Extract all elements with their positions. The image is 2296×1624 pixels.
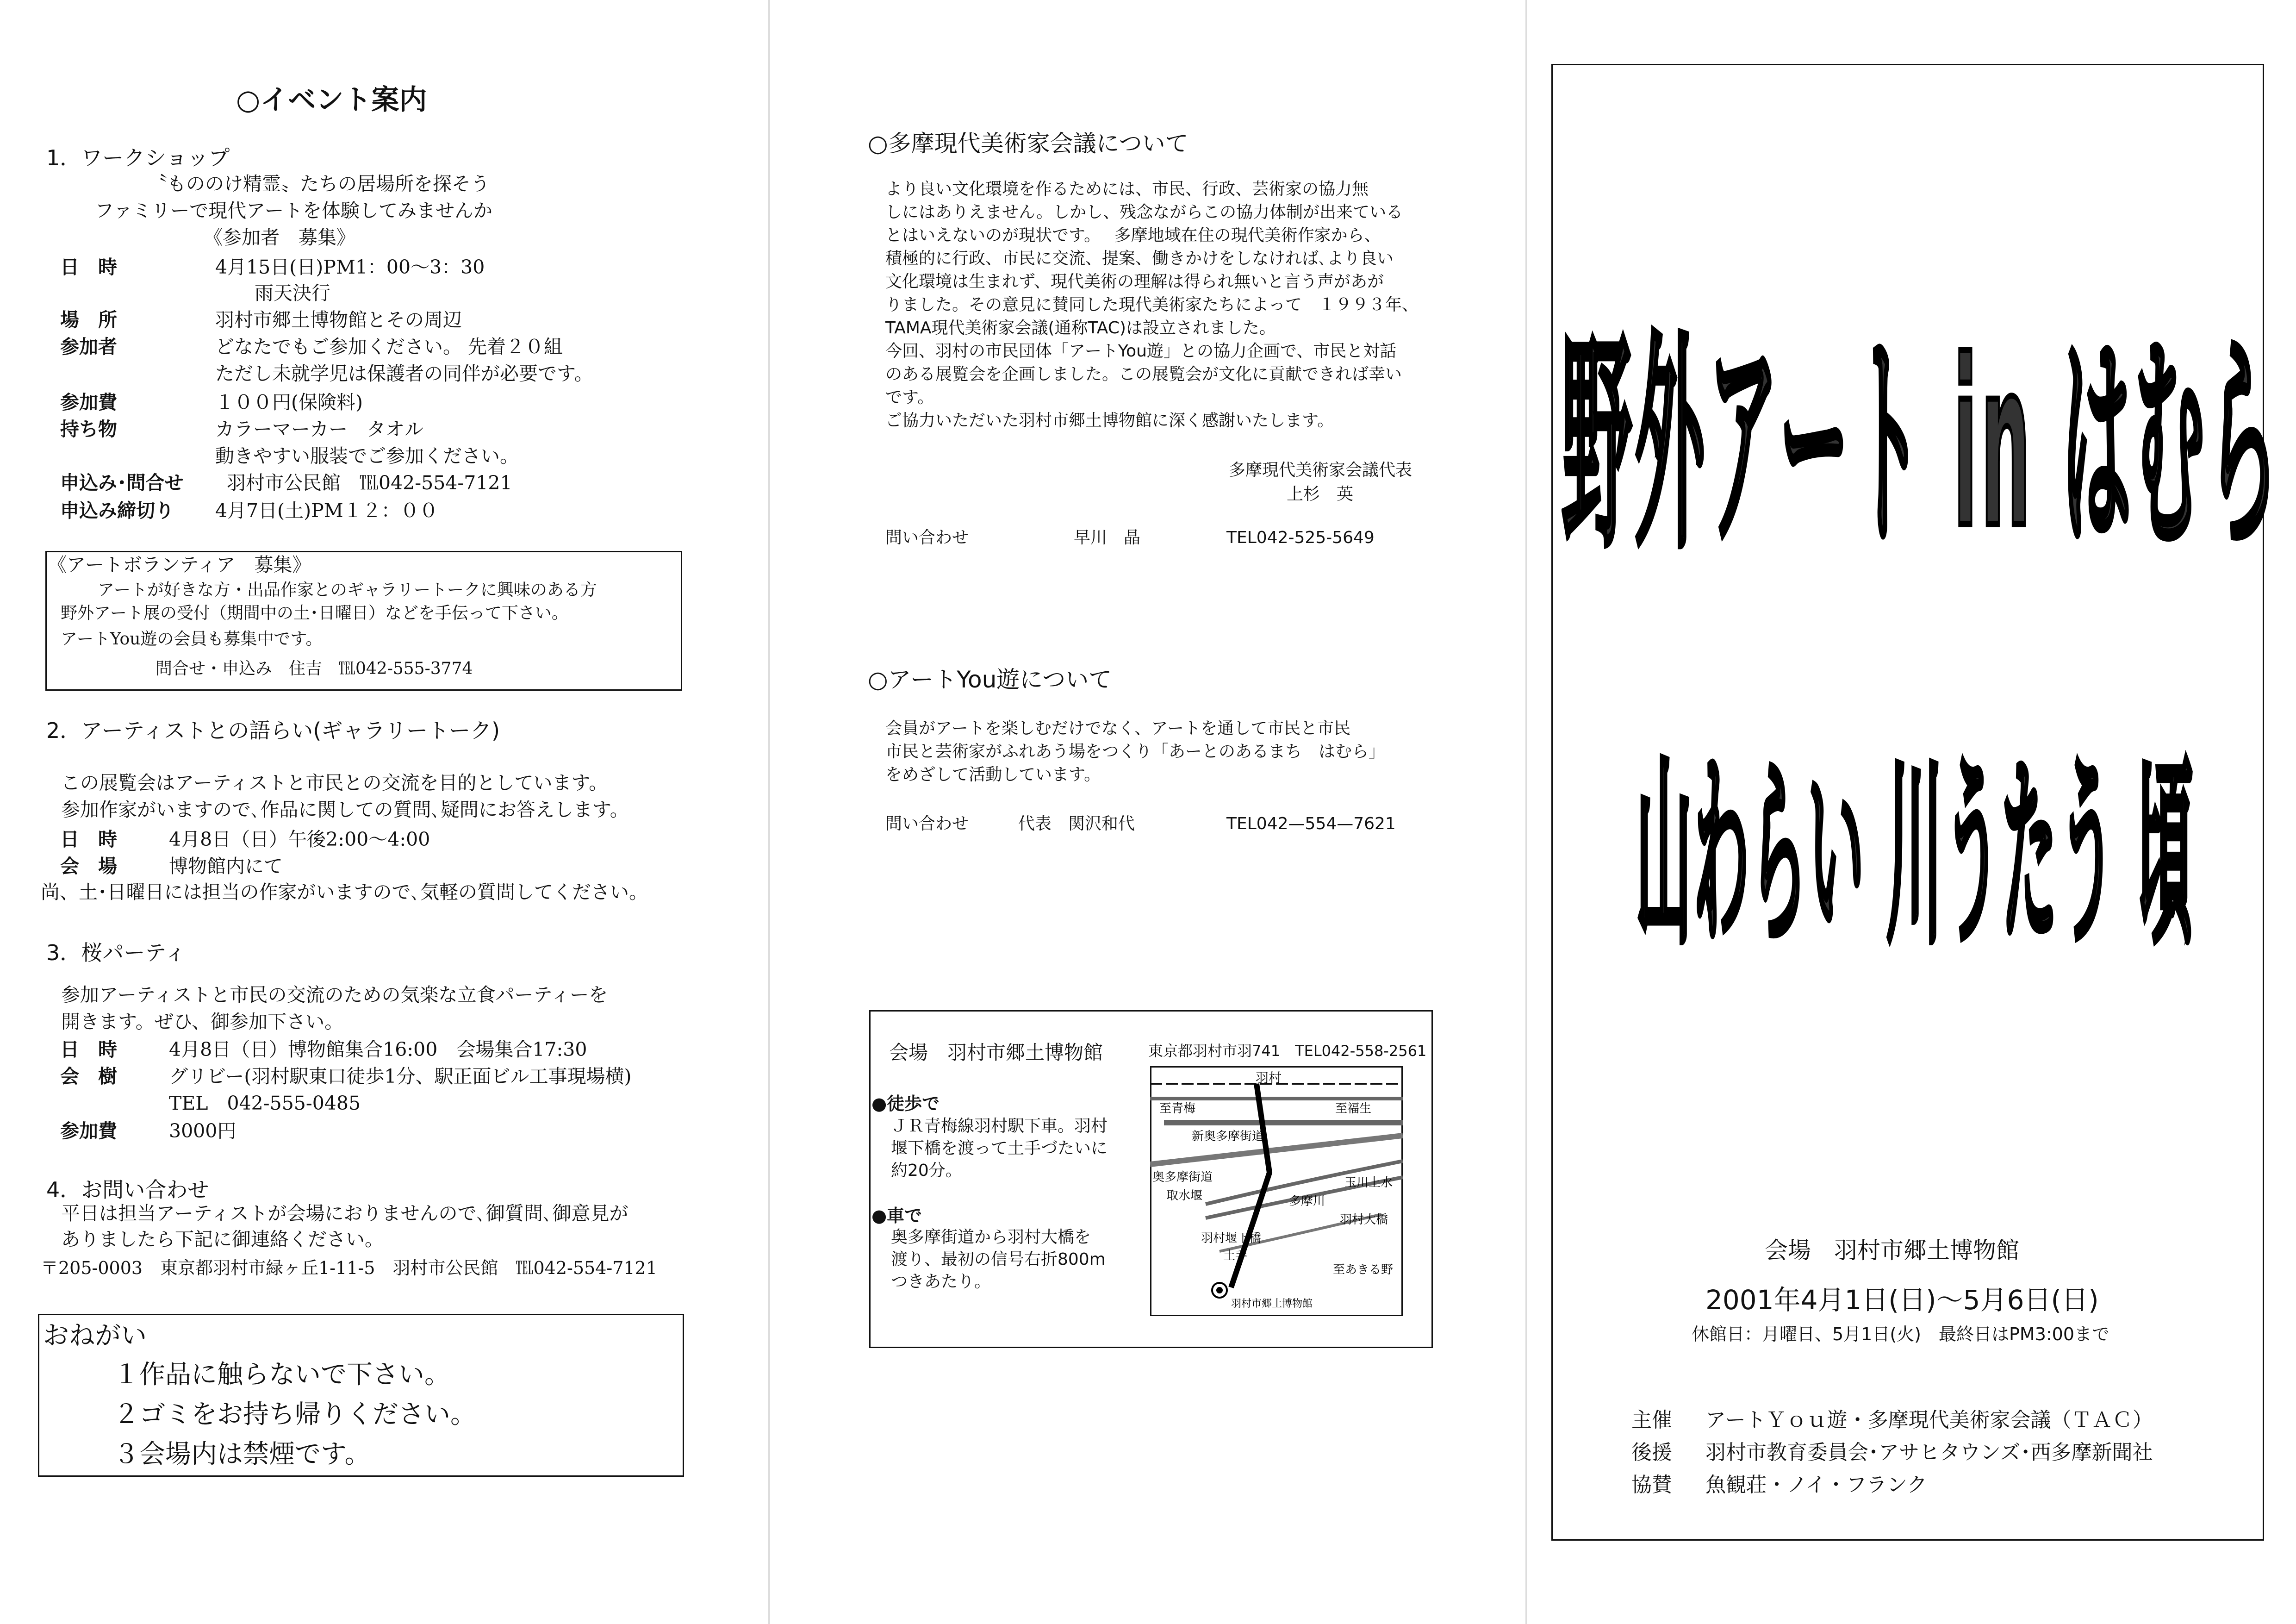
- left-panel: [0, 0, 768, 1624]
- tac-line: TAMA現代美術家会議(通称TAC)は設立されました。: [885, 319, 1276, 337]
- gallery-talk-date: 4月8日（日）午後2:00～4:00: [169, 828, 430, 850]
- workshop-subtitle: 〝もののけ精霊〟たちの居場所を探そう: [148, 173, 490, 195]
- gallery-talk-date-label: 日 時: [60, 828, 117, 850]
- venue-car-line: 渡り、最初の信号右折800m: [891, 1250, 1106, 1269]
- request-item: ２ゴミをお持ち帰りください。: [113, 1399, 476, 1430]
- artyou-line: をめざして活動しています。: [885, 765, 1101, 784]
- map-label-museum: 羽村市郷土博物館: [1231, 1298, 1313, 1310]
- map-label-okutama: 奥多摩街道: [1152, 1170, 1213, 1184]
- artyou-line: 会員がアートを楽しむだけでなく、アートを通して市民と市民: [885, 719, 1351, 738]
- workshop-rain: 雨天決行: [255, 282, 330, 304]
- credit-label: 後援: [1631, 1441, 1672, 1464]
- workshop-items-note: 動きやすい服装でご参加ください。: [215, 445, 519, 467]
- party-tel: TEL 042-555-0485: [169, 1092, 361, 1114]
- tac-line: りました。その意見に賛同した現代美術家たちによって １９９３年、: [885, 295, 1419, 314]
- cover-frame: [1551, 64, 2282, 1541]
- workshop-apply: 羽村市公民館 ℡042-554-7121: [227, 472, 512, 494]
- tac-line: とはいえないのが現状です。 多摩地域在住の現代美術作家から、: [885, 226, 1381, 245]
- map-label-akiruno: 至あきる野: [1333, 1263, 1394, 1277]
- party-date: 4月8日（日）博物館集合16:00 会場集合17:30: [169, 1038, 587, 1061]
- map-label-shin-okutama: 新奥多摩街道: [1192, 1130, 1264, 1143]
- request-item: １作品に触らないで下さい。: [113, 1360, 450, 1390]
- gallery-talk-venue-label: 会 場: [60, 855, 117, 877]
- tac-line: 今回、羽村の市民団体「アートYou遊」との協力企画で、市民と対話: [885, 342, 1397, 361]
- request-box: [38, 1314, 684, 1477]
- gallery-talk-note: 尚、土･日曜日には担当の作家がいますので､気軽の質問してください。: [41, 881, 648, 903]
- tac-rep-title: 多摩現代美術家会議代表: [1229, 461, 1412, 480]
- tac-contact-name: 早川 晶: [1074, 528, 1141, 547]
- tac-body: [885, 178, 1419, 432]
- map-label-fussa: 至福生: [1335, 1102, 1372, 1116]
- party-text: 参加アーティストと市民の交流のための気楽な立食パーティーを: [61, 984, 608, 1006]
- volunteer-box: [45, 551, 682, 691]
- party-date-label: 日 時: [60, 1038, 117, 1061]
- tac-heading: ○多摩現代美術家会議について: [868, 130, 1188, 157]
- tac-line: 積極的に行政、市民に交流、提案、働きかけをしなければ､より良い: [885, 249, 1394, 268]
- gallery-talk-text: 参加作家がいますので､作品に関しての質問､疑問にお答えします。: [61, 799, 629, 821]
- contact-text: 平日は担当アーティストが会場におりませんので､御質問､御意見が: [61, 1202, 628, 1224]
- party-text: 開きます。ぜひ、御参加下さい。: [61, 1011, 344, 1033]
- tac-line: のある展覧会を企画しました。この展覧会が文化に貢献できれば幸い: [885, 365, 1402, 384]
- workshop-fee: １００円(保険料): [215, 391, 363, 413]
- workshop-participants-label: 参加者: [60, 336, 117, 358]
- credit-label: 主催: [1631, 1408, 1672, 1432]
- workshop-subtitle: ファミリーで現代アートを体験してみませんか: [95, 200, 492, 222]
- map-label-dote: 土手: [1223, 1249, 1248, 1263]
- contact-heading: 4．お問い合わせ: [46, 1177, 209, 1202]
- gallery-talk-venue: 博物館内にて: [169, 855, 283, 877]
- venue-walk-title: ●徒歩で: [871, 1093, 940, 1114]
- workshop-date: 4月15日(日)PM1：00～3：30: [215, 256, 485, 278]
- workshop-deadline-label: 申込み締切り: [60, 500, 174, 522]
- party-venue: グリビー(羽村駅東口徒歩1分、駅正面ビル工事現場横): [169, 1065, 632, 1087]
- workshop-heading: 1．ワークショップ: [46, 145, 230, 170]
- map-label-josui: 玉川上水: [1344, 1176, 1393, 1190]
- workshop-place-label: 場 所: [60, 309, 117, 331]
- venue-title: 会場 羽村市郷土博物館: [889, 1041, 1103, 1064]
- workshop-place: 羽村市郷土博物館とその周辺: [215, 309, 462, 331]
- workshop-date-label: 日 時: [60, 256, 117, 278]
- workshop-items: カラーマーカー タオル: [215, 418, 424, 440]
- map-label-sekishita: 羽村堰下橋: [1201, 1231, 1262, 1245]
- artyou-line: 市民と芸術家がふれあう場をつくり「あーとのあるまち はむら」: [885, 742, 1386, 761]
- venue-address: 東京都羽村市羽741 TEL042-558-2561: [1148, 1042, 1427, 1060]
- map-label-ome: 至青梅: [1159, 1102, 1196, 1116]
- volunteer-text: アートが好きな方・出品作家とのギャラリートークに興味のある方: [98, 581, 597, 600]
- map-label-hamura: 羽村: [1256, 1070, 1282, 1086]
- cover-period: 2001年4月1日(日)～5月6日(日): [1705, 1284, 2099, 1316]
- party-fee-label: 参加費: [60, 1120, 117, 1142]
- cover-title: 野外アート in はむら: [1562, 313, 2282, 579]
- tac-line: 文化環境は生まれず、現代美術の理解は得られ無いと言う声があが: [885, 272, 1384, 291]
- gallery-talk-heading: 2．アーティストとの語らい(ギャラリートーク): [46, 718, 500, 743]
- tac-line: ご協力いただいた羽村市郷土博物館に深く感謝いたします。: [885, 411, 1334, 430]
- event-guide-title: ○イベント案内: [236, 84, 427, 116]
- workshop-items-label: 持ち物: [60, 418, 117, 440]
- cover-closed: 休館日：月曜日、5月1日(火) 最終日はPM3:00まで: [1692, 1324, 2110, 1344]
- cover-venue: 会場 羽村市郷土博物館: [1765, 1237, 2019, 1264]
- volunteer-title: 《アートボランティア 募集》: [48, 554, 311, 576]
- tac-line: しにはありえません。しかし、残念ながらこの協力体制が出来ている: [885, 203, 1403, 222]
- map-label-tamagawa: 多摩川: [1289, 1194, 1325, 1208]
- tac-contact-label: 問い合わせ: [885, 528, 969, 547]
- workshop-fee-label: 参加費: [60, 391, 117, 413]
- workshop-apply-label: 申込み･問合せ: [60, 472, 184, 494]
- workshop-deadline: 4月7日(土)PM１２：００: [215, 500, 438, 522]
- gallery-talk-text: この展覧会はアーティストと市民との交流を目的としています。: [61, 772, 608, 794]
- venue-car-line: つきあたり。: [891, 1272, 991, 1291]
- contact-text: ありましたら下記に御連絡ください。: [61, 1228, 384, 1250]
- credit-value: アートＹｏｕ遊・多摩現代美術家会議（ＴＡＣ）: [1705, 1408, 2153, 1432]
- workshop-participants: どなたでもご参加ください。 先着２０組: [215, 336, 563, 358]
- tac-contact-tel: TEL042-525-5649: [1226, 528, 1375, 547]
- fold-line: [768, 0, 770, 1624]
- venue-car-line: 奥多摩街道から羽村大橋を: [891, 1228, 1091, 1247]
- contact-address: 〒205-0003 東京都羽村市緑ヶ丘1-11-5 羽村市公民館 ℡042-554-7121: [41, 1258, 657, 1278]
- artyou-contact-label: 問い合わせ: [885, 814, 969, 833]
- artyou-contact-tel: TEL042—554—7621: [1226, 814, 1396, 833]
- workshop-recruit: 《参加者 募集》: [204, 226, 355, 249]
- artyou-contact-name: 代表 関沢和代: [1018, 814, 1135, 833]
- tac-line: です。: [885, 388, 934, 407]
- credit-label: 協賛: [1631, 1473, 1672, 1497]
- party-venue-label: 会 樹: [60, 1065, 117, 1087]
- volunteer-text: 野外アート展の受付（期間中の土･日曜日）などを手伝って下さい。: [61, 604, 568, 623]
- volunteer-contact: 問合せ・申込み 住吉 ℡042-555-3774: [156, 659, 473, 678]
- right-panel: [1527, 0, 2296, 1624]
- artyou-heading: ○アートYou遊について: [868, 666, 1112, 693]
- venue-box: [869, 1010, 1433, 1348]
- credit-value: 魚観荘・ノイ・フランク: [1705, 1473, 1928, 1497]
- venue-car-title: ●車で: [871, 1206, 922, 1226]
- tac-rep-name: 上杉 英: [1287, 485, 1354, 504]
- party-heading: 3．桜パーティ: [46, 940, 186, 965]
- venue-walk-line: 堰下橋を渡って土手づたいに: [891, 1139, 1108, 1158]
- tac-line: より良い文化環境を作るためには、市民、行政、芸術家の協力無: [885, 180, 1369, 199]
- venue-walk-line: ＪＲ青梅線羽村駅下車。羽村: [891, 1117, 1108, 1136]
- request-title: おねがい: [43, 1321, 147, 1351]
- map-label-ohashi: 羽村大橋: [1340, 1213, 1388, 1227]
- middle-panel: [771, 0, 1525, 1624]
- volunteer-text: アートYou遊の会員も募集中です。: [61, 630, 323, 649]
- credit-value: 羽村市教育委員会･アサヒタウンズ･西多摩新聞社: [1705, 1441, 2153, 1464]
- workshop-participants-note: ただし未就学児は保護者の同伴が必要です。: [215, 362, 593, 385]
- access-map: [1150, 1066, 1403, 1316]
- request-item: ３会場内は禁煙です。: [113, 1439, 371, 1469]
- cover-subtitle: 山わらい 川うたう 頃: [1636, 740, 2195, 972]
- map-label-shusuizeki: 取水堰: [1166, 1189, 1203, 1203]
- party-fee: 3000円: [169, 1120, 236, 1142]
- venue-walk-line: 約20分。: [891, 1161, 962, 1180]
